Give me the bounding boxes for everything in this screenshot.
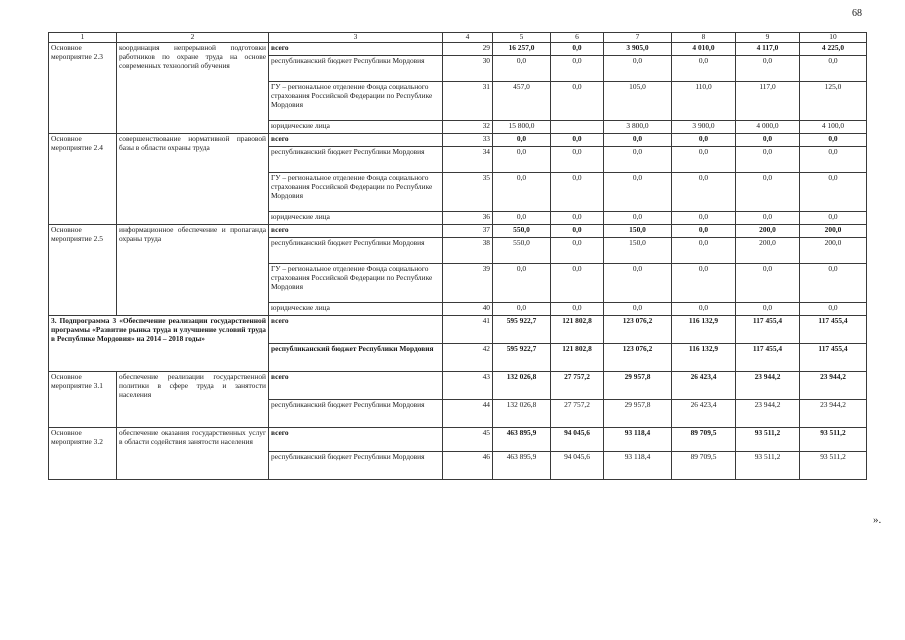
amount-cell: 0,0 [800,147,867,173]
amount-cell: 3 900,0 [672,121,736,134]
amount-cell: 29 957,8 [604,372,672,400]
amount-cell: 0,0 [800,56,867,82]
amount-cell: 0,0 [604,303,672,316]
amount-cell: 0,0 [604,56,672,82]
amount-cell: 0,0 [736,264,800,303]
header-cell: 5 [493,33,551,43]
amount-cell: 4 010,0 [672,43,736,56]
header-cell: 7 [604,33,672,43]
amount-cell: 3 905,0 [604,43,672,56]
amount-cell: 0,0 [672,134,736,147]
table-row [49,428,867,452]
amount-cell: 0,0 [672,303,736,316]
amount-cell: 0,0 [672,225,736,238]
funding-source-cell: всего [269,372,443,400]
table-row [49,372,867,400]
amount-cell: 0,0 [672,147,736,173]
row-number-cell: 34 [443,147,493,173]
amount-cell: 0,0 [551,43,604,56]
amount-cell: 93 511,2 [800,428,867,452]
amount-cell: 0,0 [604,134,672,147]
header-cell: 9 [736,33,800,43]
amount-cell: 117 455,4 [800,316,867,344]
amount-cell: 0,0 [736,212,800,225]
table-row [49,134,867,147]
funding-source-cell: всего [269,134,443,147]
header-cell: 6 [551,33,604,43]
amount-cell: 29 957,8 [604,400,672,428]
amount-cell: 0,0 [736,303,800,316]
amount-cell: 0,0 [551,225,604,238]
subprogram-name-cell: 3. Подпрограмма 3 «Обеспечение реализации государственной программы «Развитие рынка труда и улучшение условий труда в Республике Мордовия» на 2014 – 2018 годы» [49,316,269,372]
amount-cell: 27 757,2 [551,400,604,428]
amount-cell: 4 000,0 [736,121,800,134]
amount-cell: 0,0 [493,212,551,225]
funding-source-cell: республиканский бюджет Республики Мордовия [269,238,443,264]
row-number-cell: 45 [443,428,493,452]
funding-source-cell: ГУ – региональное отделение Фонда социального страхования Российской Федерации по Республике Мордовия [269,264,443,303]
activity-description-cell: информационное обеспечение и пропаганда охраны труда [117,225,269,316]
amount-cell: 0,0 [672,56,736,82]
amount-cell: 132 026,8 [493,372,551,400]
amount-cell: 23 944,2 [800,372,867,400]
amount-cell: 123 076,2 [604,316,672,344]
amount-cell: 0,0 [551,212,604,225]
amount-cell: 150,0 [604,225,672,238]
amount-cell: 463 895,9 [493,428,551,452]
amount-cell: 550,0 [493,238,551,264]
amount-cell: 121 802,8 [551,316,604,344]
header-cell: 8 [672,33,736,43]
table-row [49,316,867,344]
header-cell: 3 [269,33,443,43]
funding-source-cell: всего [269,428,443,452]
amount-cell: 26 423,4 [672,400,736,428]
funding-source-cell: ГУ – региональное отделение Фонда социального страхования Российской Федерации по Республике Мордовия [269,82,443,121]
row-number-cell: 37 [443,225,493,238]
amount-cell: 200,0 [736,238,800,264]
activity-description-cell: обеспечение оказания государственных услуг в области содействия занятости населения [117,428,269,480]
amount-cell [551,121,604,134]
funding-source-cell: республиканский бюджет Республики Мордовия [269,452,443,480]
funding-source-cell: ГУ – региональное отделение Фонда социального страхования Российской Федерации по Республике Мордовия [269,173,443,212]
amount-cell: 123 076,2 [604,344,672,372]
funding-source-cell: всего [269,225,443,238]
amount-cell: 0,0 [493,264,551,303]
amount-cell: 0,0 [672,212,736,225]
amount-cell: 4 100,0 [800,121,867,134]
amount-cell: 463 895,9 [493,452,551,480]
row-number-cell: 36 [443,212,493,225]
amount-cell: 117 455,4 [736,344,800,372]
row-number-cell: 42 [443,344,493,372]
row-number-cell: 41 [443,316,493,344]
amount-cell: 0,0 [551,82,604,121]
amount-cell: 200,0 [736,225,800,238]
amount-cell: 117,0 [736,82,800,121]
amount-cell: 93 511,2 [800,452,867,480]
amount-cell: 0,0 [493,147,551,173]
row-number-cell: 30 [443,56,493,82]
funding-source-cell: республиканский бюджет Республики Мордовия [269,56,443,82]
amount-cell: 116 132,9 [672,316,736,344]
amount-cell: 125,0 [800,82,867,121]
amount-cell: 23 944,2 [736,372,800,400]
amount-cell: 0,0 [800,212,867,225]
amount-cell: 0,0 [551,303,604,316]
funding-source-cell: всего [269,316,443,344]
amount-cell: 132 026,8 [493,400,551,428]
header-cell: 2 [117,33,269,43]
amount-cell: 117 455,4 [800,344,867,372]
amount-cell: 121 802,8 [551,344,604,372]
funding-source-cell: республиканский бюджет Республики Мордовия [269,147,443,173]
funding-source-cell: республиканский бюджет Республики Мордовия [269,344,443,372]
amount-cell: 0,0 [604,173,672,212]
amount-cell: 0,0 [493,303,551,316]
amount-cell: 0,0 [493,134,551,147]
amount-cell: 595 922,7 [493,344,551,372]
row-number-cell: 40 [443,303,493,316]
amount-cell: 595 922,7 [493,316,551,344]
row-number-cell: 46 [443,452,493,480]
amount-cell: 93 118,4 [604,428,672,452]
amount-cell: 0,0 [551,56,604,82]
amount-cell: 0,0 [551,264,604,303]
amount-cell: 15 800,0 [493,121,551,134]
amount-cell: 150,0 [604,238,672,264]
funding-source-cell: всего [269,43,443,56]
activity-code-cell: Основное мероприятие 2.4 [49,134,117,225]
amount-cell: 0,0 [736,173,800,212]
row-number-cell: 35 [443,173,493,212]
amount-cell: 105,0 [604,82,672,121]
amount-cell: 0,0 [800,173,867,212]
amount-cell: 0,0 [800,134,867,147]
amount-cell: 23 944,2 [800,400,867,428]
amount-cell: 27 757,2 [551,372,604,400]
amount-cell: 89 709,5 [672,452,736,480]
amount-cell: 16 257,0 [493,43,551,56]
header-cell: 1 [49,33,117,43]
amount-cell: 0,0 [672,238,736,264]
table-header-row [49,33,867,43]
amount-cell: 93 511,2 [736,428,800,452]
amount-cell: 0,0 [672,173,736,212]
amount-cell: 0,0 [736,56,800,82]
amount-cell: 117 455,4 [736,316,800,344]
row-number-cell: 29 [443,43,493,56]
activity-description-cell: обеспечение реализации государственной политики в сфере труда и занятости населения [117,372,269,428]
row-number-cell: 38 [443,238,493,264]
funding-source-cell: республиканский бюджет Республики Мордовия [269,400,443,428]
amount-cell: 94 045,6 [551,428,604,452]
amount-cell: 0,0 [736,134,800,147]
table-row [49,43,867,56]
amount-cell: 116 132,9 [672,344,736,372]
amount-cell: 0,0 [604,147,672,173]
amount-cell: 0,0 [604,264,672,303]
budget-table [48,32,867,480]
activity-description-cell: координация непрерывной подготовки работников по охране труда на основе современных технологий обучения [117,43,269,134]
funding-source-cell: юридические лица [269,212,443,225]
funding-source-cell: юридические лица [269,121,443,134]
amount-cell: 3 800,0 [604,121,672,134]
amount-cell: 550,0 [493,225,551,238]
amount-cell: 0,0 [493,173,551,212]
amount-cell: 93 511,2 [736,452,800,480]
closing-quote-mark: ». [873,514,882,526]
amount-cell: 93 118,4 [604,452,672,480]
amount-cell: 0,0 [551,147,604,173]
row-number-cell: 31 [443,82,493,121]
amount-cell: 0,0 [672,264,736,303]
amount-cell: 23 944,2 [736,400,800,428]
row-number-cell: 39 [443,264,493,303]
amount-cell: 0,0 [736,147,800,173]
header-cell: 4 [443,33,493,43]
table-row [49,225,867,238]
amount-cell: 200,0 [800,225,867,238]
amount-cell: 0,0 [604,212,672,225]
amount-cell: 457,0 [493,82,551,121]
activity-code-cell: Основное мероприятие 2.5 [49,225,117,316]
row-number-cell: 33 [443,134,493,147]
amount-cell: 4 225,0 [800,43,867,56]
activity-description-cell: совершенствование нормативной правовой базы в области охраны труда [117,134,269,225]
page-number: 68 [852,8,862,19]
activity-code-cell: Основное мероприятие 2.3 [49,43,117,134]
activity-code-cell: Основное мероприятие 3.2 [49,428,117,480]
amount-cell: 94 045,6 [551,452,604,480]
amount-cell: 0,0 [551,238,604,264]
funding-source-cell: юридические лица [269,303,443,316]
amount-cell: 89 709,5 [672,428,736,452]
amount-cell: 0,0 [800,264,867,303]
amount-cell: 0,0 [551,134,604,147]
header-cell: 10 [800,33,867,43]
amount-cell: 26 423,4 [672,372,736,400]
row-number-cell: 32 [443,121,493,134]
amount-cell: 0,0 [551,173,604,212]
row-number-cell: 44 [443,400,493,428]
row-number-cell: 43 [443,372,493,400]
activity-code-cell: Основное мероприятие 3.1 [49,372,117,428]
amount-cell: 0,0 [493,56,551,82]
amount-cell: 0,0 [800,303,867,316]
amount-cell: 200,0 [800,238,867,264]
amount-cell: 4 117,0 [736,43,800,56]
amount-cell: 110,0 [672,82,736,121]
